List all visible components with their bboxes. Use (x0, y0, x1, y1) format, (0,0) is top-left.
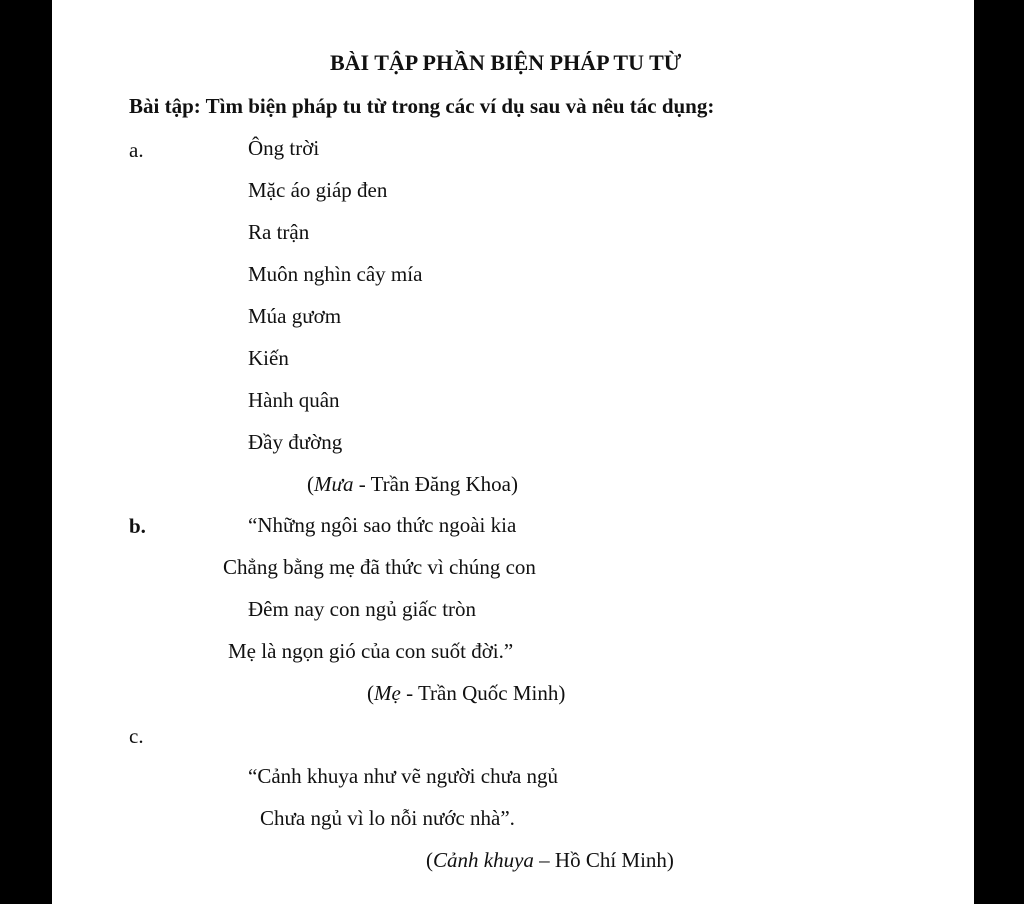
poem-a-line: Hành quân (248, 388, 340, 412)
poem-a-line: Kiến (248, 346, 289, 370)
exercise-b-label: b. (129, 514, 146, 538)
poem-a-line: Múa gươm (248, 304, 342, 328)
document-page (52, 0, 974, 904)
poem-a-line: Mặc áo giáp đen (248, 178, 388, 202)
poem-b-line: “Những ngôi sao thức ngoài kia (248, 513, 517, 537)
poem-a-source: (Mưa - Trần Đăng Khoa) (307, 472, 518, 496)
poem-c-line: Chưa ngủ vì lo nỗi nước nhà”. (260, 806, 515, 830)
exercise-instruction: Bài tập: Tìm biện pháp tu từ trong các ví dụ sau và nêu tác dụng: (129, 94, 715, 118)
poem-b-line: Đêm nay con ngủ giấc tròn (248, 597, 477, 621)
poem-b-title: Mẹ (374, 681, 401, 705)
exercise-a-label: a. (129, 138, 144, 162)
poem-a-line: Ông trời (248, 136, 320, 160)
exercise-c-label: c. (129, 724, 144, 748)
poem-a-title: Mưa (314, 472, 354, 496)
poem-a-line: Muôn nghìn cây mía (248, 262, 423, 286)
poem-b-line: Mẹ là ngọn gió của con suốt đời.” (228, 639, 514, 663)
poem-a-line: Đầy đường (248, 430, 343, 454)
document-title: BÀI TẬP PHẦN BIỆN PHÁP TU TỪ (330, 50, 682, 75)
poem-c-source: (Cảnh khuya – Hồ Chí Minh) (426, 848, 674, 872)
poem-c-line: “Cảnh khuya như vẽ người chưa ngủ (248, 764, 559, 788)
poem-a-line: Ra trận (248, 220, 310, 244)
poem-b-source: (Mẹ - Trần Quốc Minh) (367, 681, 566, 705)
poem-c-title: Cảnh khuya (433, 848, 534, 872)
poem-b-line: Chẳng bằng mẹ đã thức vì chúng con (223, 555, 536, 579)
